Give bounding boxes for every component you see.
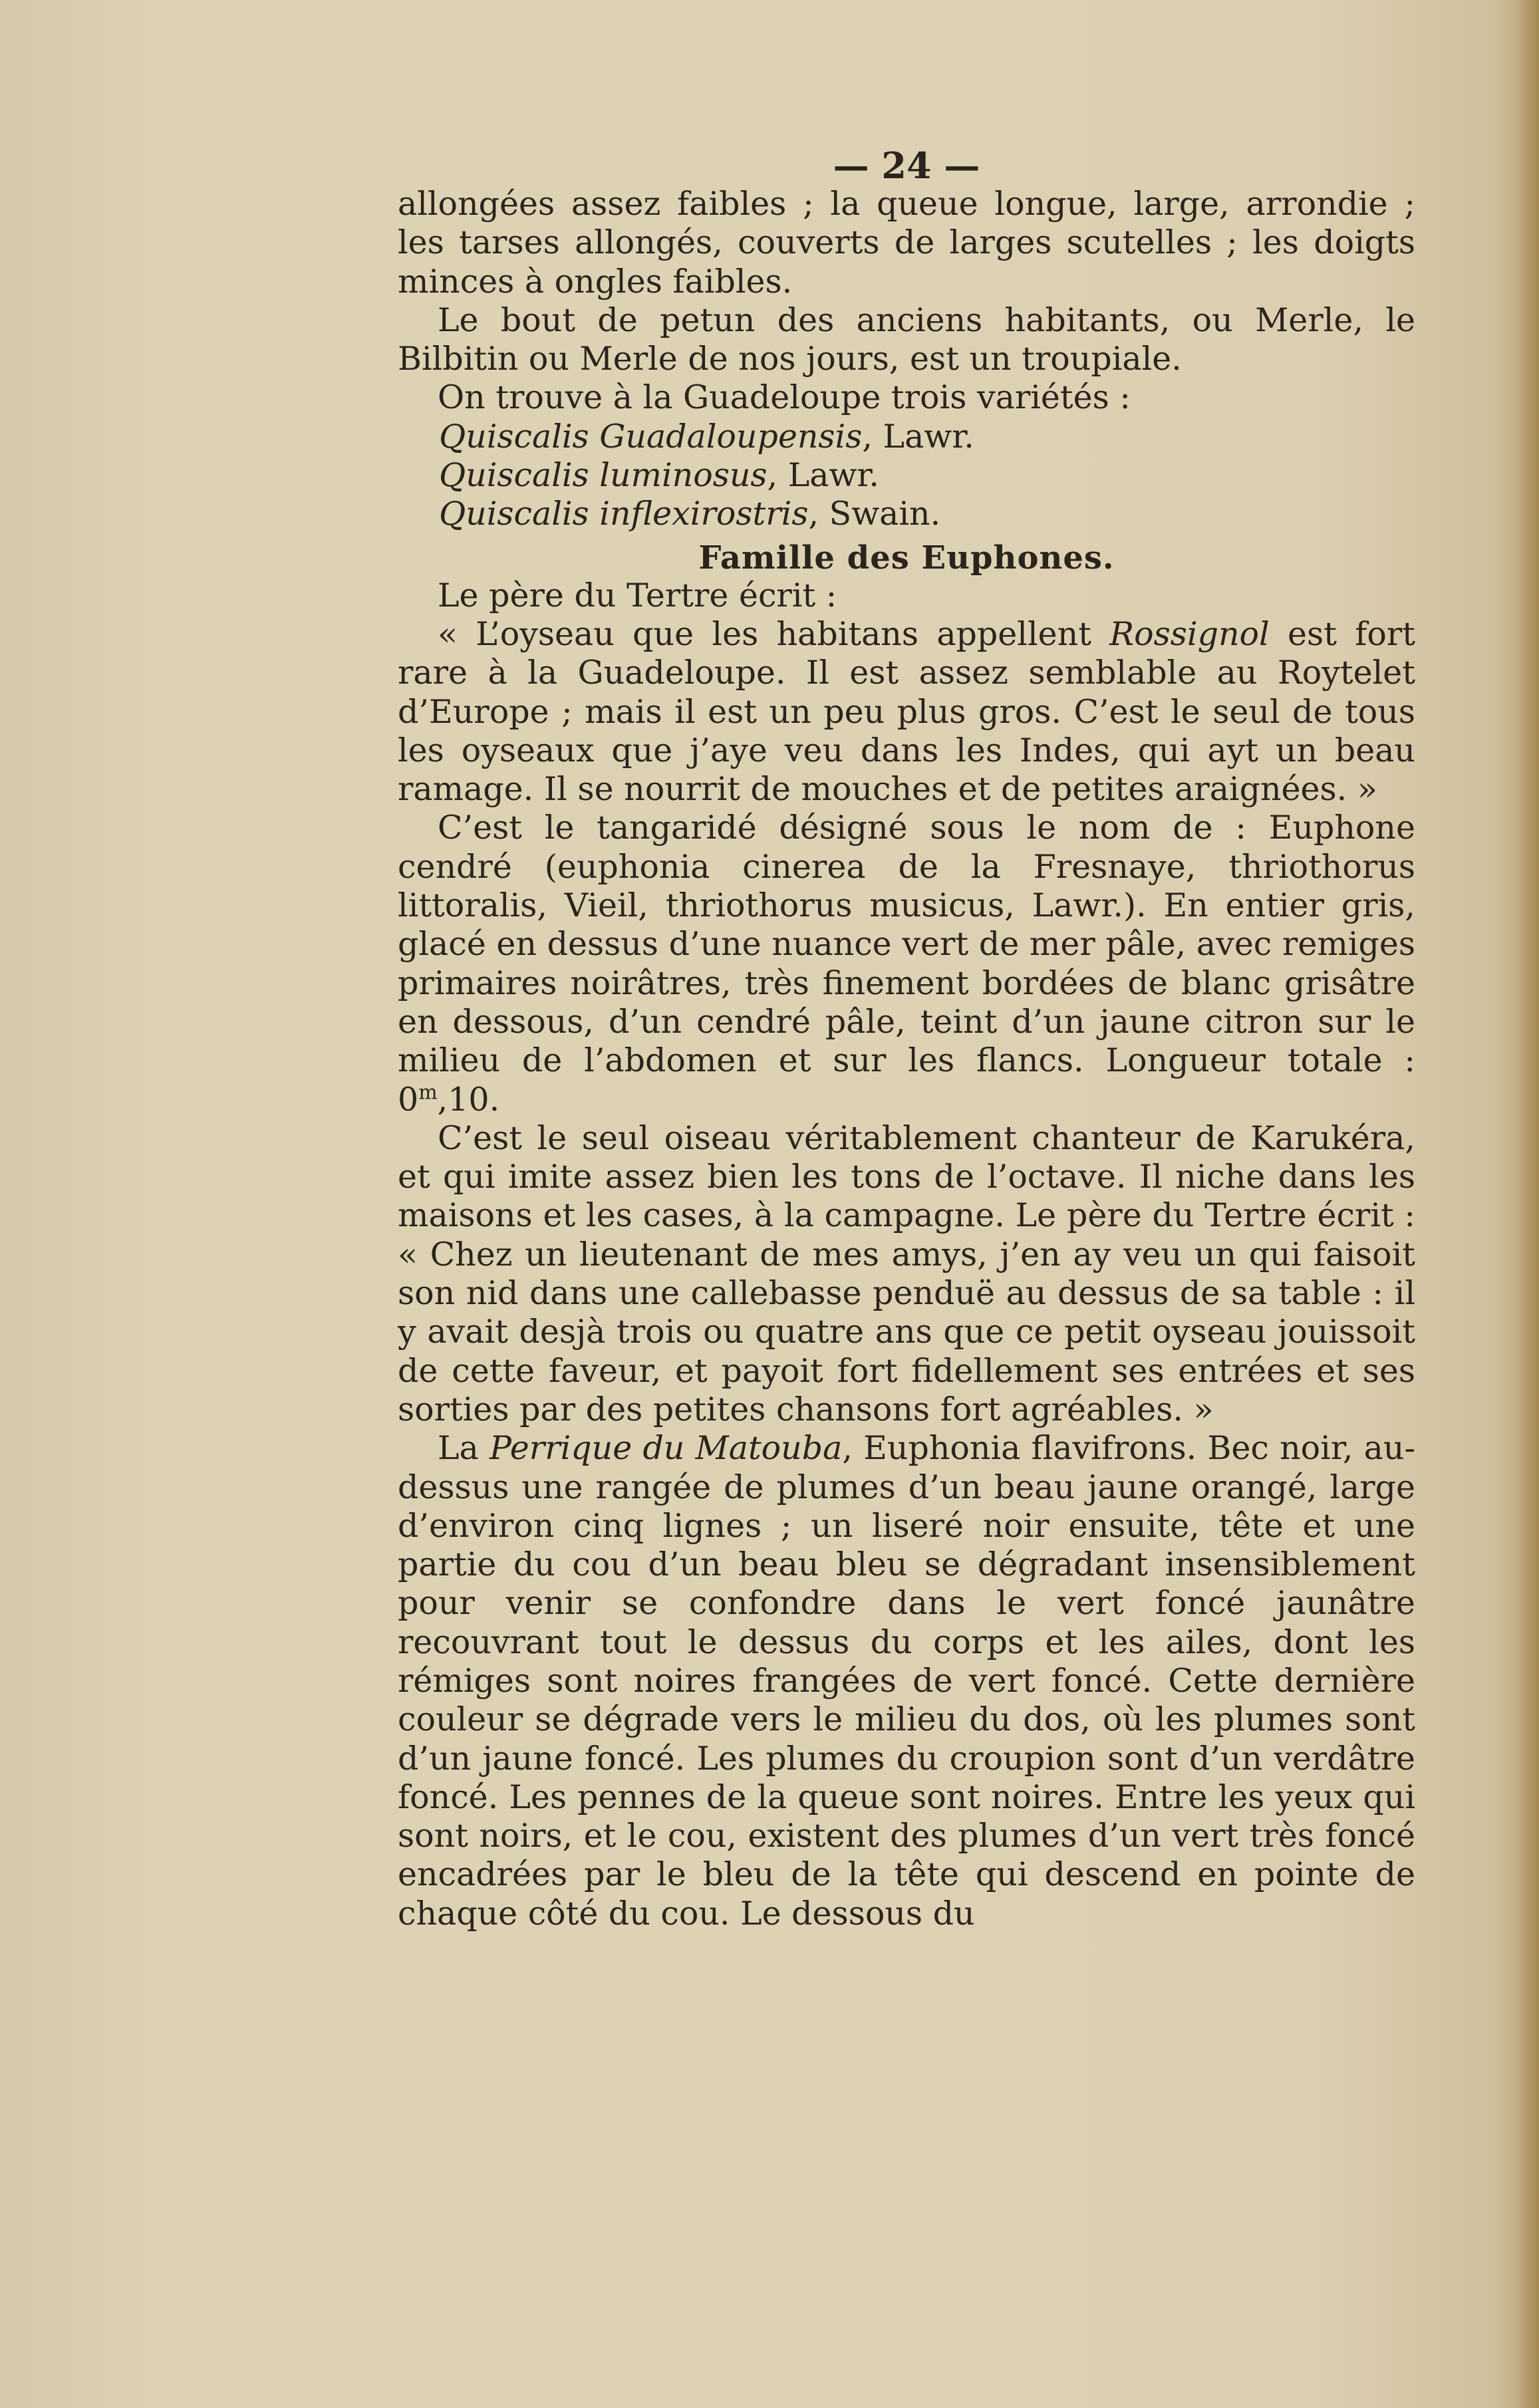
emphasis-perrique: Perrique du Matouba	[490, 1429, 843, 1468]
species-name: Quiscalis luminosus	[439, 456, 768, 495]
species-name: Quiscalis inflexirostris	[439, 495, 809, 533]
paragraph-merle: Le bout de petun des anciens habitants, ou Merle, le Bilbitin ou Merle de nos jours, est un troupiale.	[398, 301, 1415, 378]
paragraph-quote-rossignol: « L’oyseau que les habitans appellent Rossignol est fort rare à la Guadeloupe. Il est assez semblable au Roytelet d’Europe ; mais il est un peu plus gros. C’est le seul de tous les oyseaux que j’aye veu dans les Indes, qui ayt un beau ramage. Il se nourrit de mouches et de petites araignées. »	[398, 614, 1415, 809]
species-item	[439, 418, 1415, 456]
paragraph-tangaride: C’est le tangaridé désigné sous le nom de : Euphone cendré (euphonia cinerea de la Fresnaye, thriothorus littoralis, Vieil, thriothorus musicus, Lawr.). En entier gris, glacé en dessus d’une nuance vert de mer pâle, avec remiges primaires noirâtres, très finement bordées de blanc grisâtre en dessous, d’un cendré pâle, teint d’un jaune citron sur le milieu de l’abdomen et sur les flancs. Longueur totale : 0$^m$,10.	[398, 809, 1415, 1119]
species-author: , Swain.	[808, 495, 941, 533]
emphasis-rossignol: Rossignol	[1109, 614, 1270, 653]
paragraph-continuation: allongées assez faibles ; la queue longue, large, arrondie ; les tarses allongés, couverts de larges scutelles ; les doigts minces à ongles faibles.	[398, 185, 1415, 301]
unit-superscript: m	[418, 1081, 438, 1105]
text-block	[398, 146, 1415, 1933]
species-item	[439, 456, 1415, 495]
species-name: Quiscalis Guadaloupensis	[439, 417, 863, 456]
species-author: , Lawr.	[862, 417, 974, 456]
paragraph-chanteur: C’est le seul oiseau véritablement chanteur de Karukéra, et qui imite assez bien les tons de l’octave. Il niche dans les maisons et les cases, à la campagne. Le père du Tertre écrit : « Chez un lieutenant de mes amys, j’en ay veu un qui faisoit son nid dans une callebasse penduë au dessus de sa table : il y avait desjà trois ou quatre ans que ce petit oyseau jouissoit de cette faveur, et payoit fort fidellement ses entrées et ses sorties par des petites chansons fort agréables. »	[398, 1119, 1415, 1428]
page-edge-shadow	[1516, 0, 1539, 2408]
paragraph-perrique: La Perrique du Matouba, Euphonia flavifrons. Bec noir, au-dessus une rangée de plumes d’un beau jaune orangé, large d’environ cinq lignes ; un liseré noir ensuite, tête et une partie du cou d’un beau bleu se dégradant insensiblement pour venir se confondre dans le vert foncé jaunâtre recouvrant tout le dessus du corps et les ailes, dont les rémiges sont noires frangées de vert foncé. Cette dernière couleur se dégrade vers le milieu du dos, où les plumes sont d’un jaune foncé. Les plumes du croupion sont d’un verdâtre foncé. Les pennes de la queue sont noires. Entre les yeux qui sont noirs, et le cou, existent des plumes d’un vert très foncé encadrées par le bleu de la tête qui descend en pointe de chaque côté du cou. Le dessous du	[398, 1429, 1415, 1933]
section-heading: Famille des Euphones.	[698, 539, 1115, 577]
species-item	[439, 495, 1415, 533]
species-author: , Lawr.	[767, 456, 880, 495]
species-list	[398, 418, 1415, 534]
paragraph-intro: Le père du Tertre écrit :	[438, 576, 837, 614]
paragraph-varietes: On trouve à la Guadeloupe trois variétés :	[438, 378, 1131, 417]
page-number: — 24 —	[833, 144, 980, 187]
